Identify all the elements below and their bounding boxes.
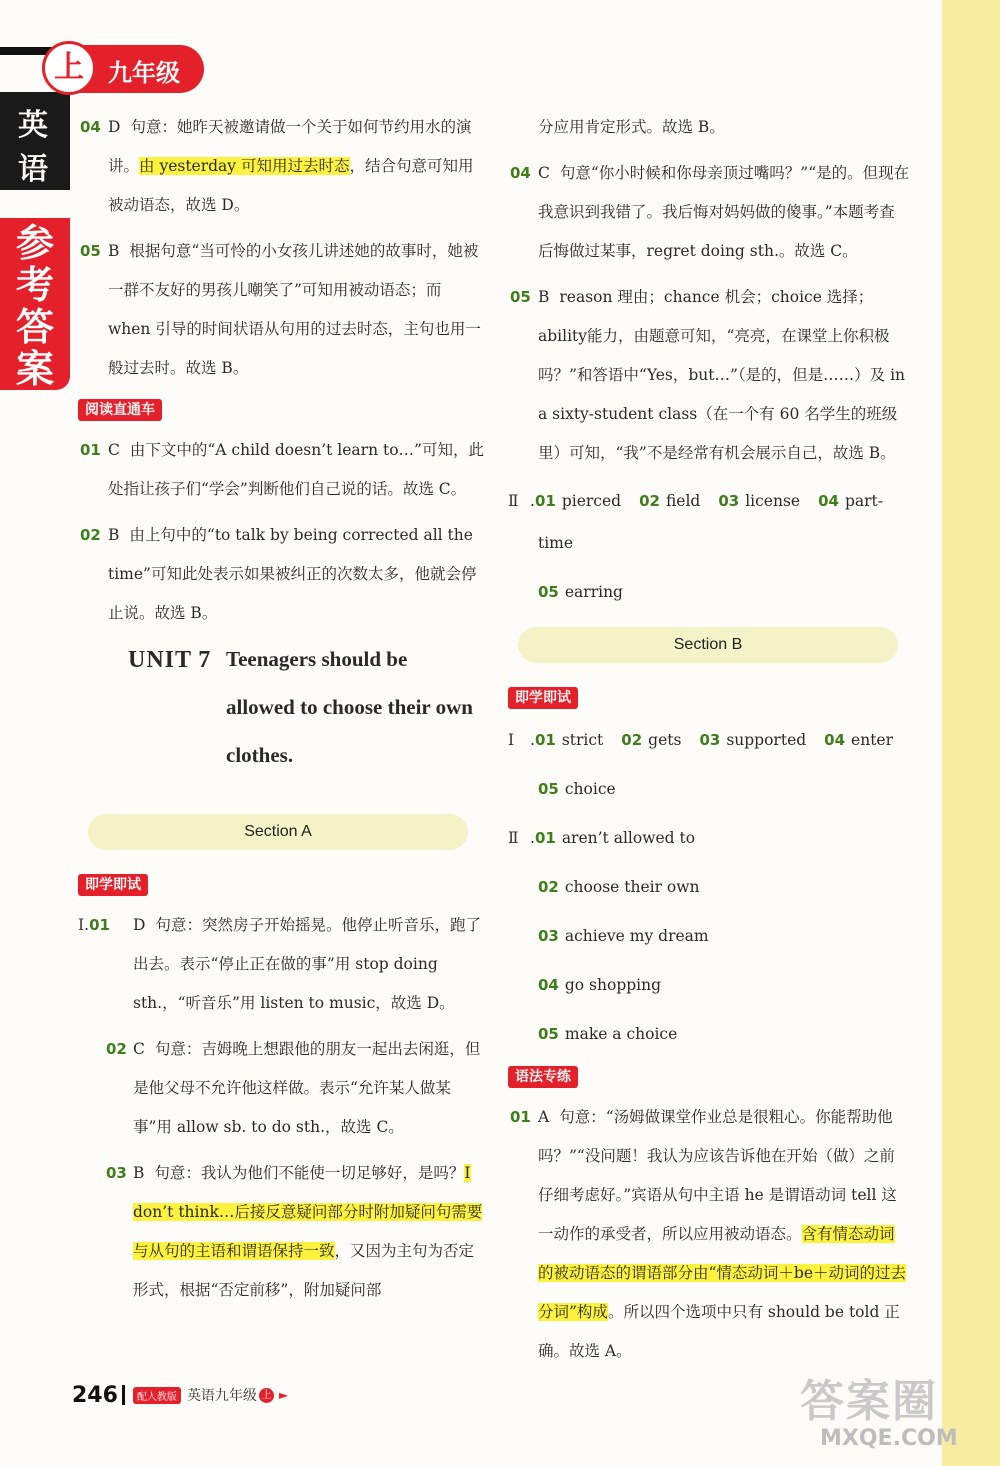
unit-heading — [78, 647, 488, 792]
label-char: 考 — [15, 263, 54, 307]
answer-item — [78, 108, 488, 225]
question-number: 02 — [80, 526, 101, 544]
answer-key-label — [0, 218, 70, 390]
question-number: 04 — [824, 731, 846, 749]
question-number: 04 — [818, 492, 839, 510]
right-decor-strip — [942, 0, 1000, 1466]
answer-text: go shopping — [564, 976, 662, 994]
question-number: 01 — [80, 441, 101, 459]
subject-char: 语 — [18, 152, 48, 187]
unit-title: Teenagers should be allowed to choose their own clothes. — [226, 647, 473, 767]
explanation: 句意：吉姆晚上想跟他的朋友一起出去闲逛，但是他父母不允许他这样做。表示“允许某人做某事”用 allow sb. to do sth.，故选 C。 — [133, 1040, 481, 1136]
answer-item — [508, 154, 910, 271]
left-column — [78, 108, 488, 1317]
answer-text: field — [665, 492, 701, 510]
right-column — [508, 108, 910, 1378]
answer-letter: D — [108, 118, 121, 136]
section-tag-practice: 即学即试 — [508, 687, 578, 709]
answer-letter: D — [133, 916, 146, 934]
question-number: 05 — [538, 1025, 559, 1043]
arrow-icon: ► — [278, 1388, 289, 1402]
answer-item — [78, 1030, 488, 1147]
subject-label — [0, 92, 70, 190]
roman-numeral: Ⅰ — [508, 731, 515, 749]
section-a-header: Section A — [88, 814, 468, 850]
answer-letter: A — [538, 1108, 550, 1126]
question-number: 05 — [538, 780, 559, 798]
volume-circle: 上 — [42, 41, 96, 95]
grade-badge — [46, 45, 204, 93]
page-footer — [72, 1380, 288, 1410]
answer-row — [508, 571, 910, 613]
continued-text — [508, 108, 910, 147]
label-char: 参 — [15, 221, 54, 265]
divider — [122, 1385, 125, 1405]
watermark — [800, 1378, 990, 1458]
explanation: 。所以四个选项中只有 should be told 正确。故选 A。 — [538, 1303, 900, 1360]
answer-item — [78, 232, 488, 388]
explanation: 句意：突然房子开始摇晃。他停止听音乐，跑了出去。表示“停止正在做的事”用 stop doing sth.，“听音乐”用 listen to music，故选 D。 — [133, 916, 481, 1012]
answer-text: enter — [851, 731, 894, 749]
question-number: 01 — [89, 916, 110, 934]
question-number: 02 — [106, 1040, 127, 1058]
highlighted-text: I don’t think…后接反意疑问部分时附加疑问句需要与从句的主语和谓语保持一致 — [133, 1164, 483, 1260]
answer-text: make a choice — [564, 1025, 678, 1043]
question-number: 03 — [538, 927, 559, 945]
answer-row — [508, 768, 910, 810]
section-tag-practice: 即学即试 — [78, 874, 148, 896]
answer-letter: C — [133, 1040, 145, 1058]
answer-item — [508, 1098, 910, 1371]
explanation: 分应用肯定形式。故选 B。 — [538, 118, 725, 136]
answer-text: aren’t allowed to — [561, 829, 696, 847]
answer-letter: B — [133, 1164, 145, 1182]
answer-letter: B — [108, 526, 120, 544]
explanation: reason 理由；chance 机会；choice 选择；ability能力，由题意可知，“亮亮，在课堂上你积极吗？”和答语中“Yes，but…”（是的，但是……）及 in a sixty-student class（在一个有 60 名学生的班级里）可知，“我”不是经常有机会展示自己，故选 B。 — [538, 288, 906, 462]
highlighted-text: 由 yesterday 可知用过去时态 — [139, 157, 350, 175]
answer-text: pierced — [561, 492, 622, 510]
question-number: 01 — [534, 829, 556, 847]
grade-label: 九年级 — [108, 59, 180, 87]
answer-text: gets — [648, 731, 682, 749]
answer-row — [508, 964, 910, 1006]
question-number: 02 — [538, 878, 559, 896]
section-tag-reading: 阅读直通车 — [78, 399, 162, 421]
explanation: 句意：“汤姆做课堂作业总是很粗心。你能帮助他吗？”“没问题！我认为应该告诉他在开始（做）之前仔细考虑好。”宾语从句中主语 he 是谓语动词 tell 这一动作的承受者，所以应用被动语态。 — [538, 1108, 897, 1243]
question-number: 01 — [534, 731, 556, 749]
explanation: ，结合句意可知用被动语态，故选 D。 — [108, 157, 474, 214]
section-b-header: Section B — [518, 627, 898, 663]
unit-label: UNIT — [128, 647, 193, 673]
answer-row — [508, 866, 910, 908]
watermark-logo: 答案圈 — [800, 1376, 938, 1427]
subject-char: 英 — [18, 108, 48, 143]
answer-text: achieve my dream — [564, 927, 709, 945]
question-number: 03 — [106, 1164, 127, 1182]
answer-letter: B — [108, 242, 120, 260]
answer-letter: B — [538, 288, 550, 306]
explanation: 句意：我认为他们不能使一切足够好，是吗？ — [154, 1164, 465, 1182]
answer-text: license — [745, 492, 801, 510]
answer-text: strict — [561, 731, 604, 749]
answer-item — [78, 516, 488, 633]
question-number: 01 — [510, 1108, 531, 1126]
question-number: 04 — [538, 976, 559, 994]
question-number: 03 — [718, 492, 740, 510]
answer-text: choice — [564, 780, 616, 798]
answer-text: earring — [564, 583, 623, 601]
question-number: 03 — [699, 731, 721, 749]
answer-item — [78, 906, 488, 1023]
question-number: 02 — [639, 492, 660, 510]
explanation: 由下文中的“A child doesn’t learn to…”可知，此处指让孩子们“学会”判断他们自己说的话。故选 C。 — [108, 441, 484, 498]
explanation: ，又因为主句为否定形式，根据“否定前移”，附加疑问部 — [133, 1242, 475, 1299]
question-number: 05 — [510, 288, 531, 306]
section-tag-grammar: 语法专练 — [508, 1066, 578, 1088]
volume-circle: 上 — [259, 1388, 274, 1403]
question-number: 05 — [80, 242, 101, 260]
question-number: 02 — [621, 731, 643, 749]
answer-letter: C — [538, 164, 550, 182]
question-number: 01 — [534, 492, 556, 510]
publisher-badge: 配人教版 — [133, 1387, 181, 1404]
answer-item — [508, 278, 910, 473]
answer-row: Ⅰ .01 strict 02 gets 03 supported 04 enter — [508, 719, 910, 761]
question-number: 04 — [80, 118, 101, 136]
explanation: 根据句意“当可怜的小女孩儿讲述她的故事时，她被一群不友好的男孩儿嘲笑了”可知用被动语态；而 when 引导的时间状语从句用的过去时态，主句也用一般过去时。故选 B。 — [108, 242, 481, 377]
explanation: 由上句中的“to talk by being corrected all the time”可知此处表示如果被纠正的次数太多，他就会停止说。故选 B。 — [108, 526, 477, 622]
answer-text: part-time — [538, 492, 884, 552]
answer-row: Ⅱ .01 aren’t allowed to — [508, 817, 910, 859]
explanation: 句意“你小时候和你母亲顶过嘴吗？”“是的。但现在我意识到我错了。我后悔对妈妈做的傻事。”本题考查后悔做过某事，regret doing sth.。故选 C。 — [538, 164, 910, 260]
roman-numeral: Ⅱ — [508, 492, 519, 510]
roman-numeral: Ⅱ — [508, 829, 519, 847]
question-number: 04 — [510, 164, 531, 182]
answer-text: supported — [726, 731, 807, 749]
unit-index: 7 — [198, 647, 212, 673]
label-char: 案 — [15, 347, 54, 391]
answer-row — [508, 915, 910, 957]
answer-letter: C — [108, 441, 120, 459]
label-char: 答 — [15, 305, 54, 349]
left-decor-strip — [0, 0, 72, 1466]
page-number: 246 — [72, 1382, 118, 1408]
answer-text: choose their own — [564, 878, 700, 896]
answer-item — [78, 431, 488, 509]
answer-row — [508, 1013, 910, 1055]
book-title: 英语九年级 — [186, 1388, 257, 1404]
answer-row: Ⅱ .01 pierced 02 field 03 license 04 part-time — [508, 480, 910, 564]
part-number: Ⅰ.01 — [78, 916, 110, 934]
unit-number — [128, 647, 211, 674]
watermark-url: MXQE.COM — [820, 1426, 958, 1451]
roman-numeral: Ⅰ — [78, 916, 85, 934]
answer-item — [78, 1154, 488, 1310]
highlighted-text: 含有情态动词的被动语态的谓语部分由“情态动词＋be＋动词的过去分词”构成 — [538, 1225, 907, 1321]
question-number: 05 — [538, 583, 559, 601]
explanation: 句意：她昨天被邀请做一个关于如何节约用水的演讲。 — [108, 118, 472, 175]
